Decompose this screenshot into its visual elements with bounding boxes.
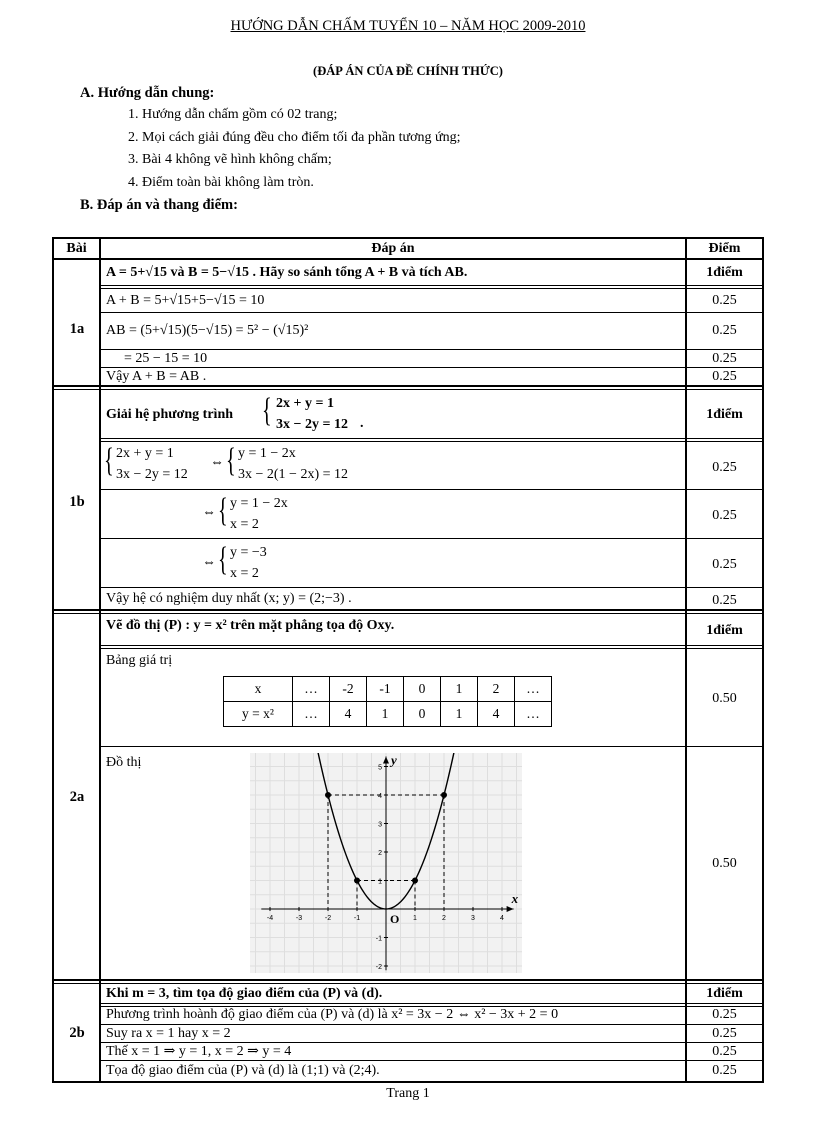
question-1a-text: A = 5+√15 và B = 5−√15 . Hãy so sánh tổng A + B và tích AB. xyxy=(106,265,468,280)
guide-item: 1. Hướng dẫn chấm gồm có 02 trang; xyxy=(128,107,338,122)
y-tick-label: -2 xyxy=(375,964,382,971)
graph-title: Đồ thị xyxy=(106,755,142,770)
answer-1b-conclusion: Vậy hệ có nghiệm duy nhất (x; y) = (2;−3) . xyxy=(106,591,352,606)
document-subtitle: (ĐÁP ÁN CỦA ĐỀ CHÍNH THỨC) xyxy=(313,64,503,78)
answer-2b-step: Tọa độ giao điểm của (P) và (d) là (1;1) và (2;4). xyxy=(106,1063,380,1078)
question-2a-text: Vẽ đồ thị (P) : y = x² trên mặt phẳng tọa độ Oxy. xyxy=(106,618,395,633)
equiv-symbol: ⇔ xyxy=(202,505,216,520)
system-brace: { xyxy=(262,392,272,429)
y-tick-label: 4 xyxy=(378,793,382,800)
value-table-title: Bảng giá trị xyxy=(106,653,173,668)
question-2b-points: 1điểm xyxy=(706,986,743,1001)
answer-1b-system-right: y = 1 − 2x 3x − 2(1 − 2x) = 12 xyxy=(238,446,349,482)
parabola-chart xyxy=(250,753,522,973)
question-label-1a: 1a xyxy=(69,321,85,337)
guide-item: 4. Điểm toàn bài không làm tròn. xyxy=(128,175,314,190)
data-point xyxy=(354,878,360,884)
score-cell: 0.25 xyxy=(712,557,737,572)
x-tick-label: 3 xyxy=(471,915,475,922)
question-1a-points: 1điểm xyxy=(706,265,743,280)
x-tick-label: 4 xyxy=(500,915,504,922)
header-dap-an: Đáp án xyxy=(371,241,415,256)
data-point xyxy=(412,878,418,884)
score-cell: 0.25 xyxy=(712,351,737,366)
question-label-2a: 2a xyxy=(69,789,85,805)
score-cell: 0.50 xyxy=(712,856,737,871)
score-cell: 0.25 xyxy=(712,460,737,475)
answer-1b-system-step2: y = 1 − 2x x = 2 xyxy=(230,496,288,532)
page-number: Trang 1 xyxy=(386,1086,430,1101)
origin-label: O xyxy=(390,912,400,926)
data-point xyxy=(325,792,331,798)
document-title: HƯỚNG DẪN CHẤM TUYỂN 10 – NĂM HỌC 2009-2010 xyxy=(230,18,586,34)
y-tick-label: 1 xyxy=(378,878,382,886)
x-tick-label: 1 xyxy=(413,915,417,922)
x-axis-label: x xyxy=(511,891,519,906)
system-brace: { xyxy=(218,541,228,578)
answer-1a-step: A + B = 5+√15+5−√15 = 10 xyxy=(106,293,265,308)
data-point xyxy=(441,792,447,798)
answer-2b-step: Thế x = 1 ⇒ y = 1, x = 2 ⇒ y = 4 xyxy=(106,1044,292,1059)
score-cell: 0.25 xyxy=(712,293,737,308)
equiv-symbol: ⇔ xyxy=(202,555,216,570)
answer-1b-system-step3: y = −3 x = 2 xyxy=(230,545,267,581)
section-b-heading: B. Đáp án và thang điểm: xyxy=(80,197,238,213)
guide-item: 2. Mọi cách giải đúng đều cho điểm tối đa phần tương ứng; xyxy=(128,130,461,145)
question-2b-text: Khi m = 3, tìm tọa độ giao điểm của (P) và (d). xyxy=(106,986,383,1001)
answer-2b-step: Suy ra x = 1 hay x = 2 xyxy=(106,1026,231,1041)
question-1b-text: Giải hệ phương trình xyxy=(106,407,234,422)
section-a-heading: A. Hướng dẫn chung: xyxy=(80,85,215,101)
y-tick-label: 5 xyxy=(378,764,382,772)
system-brace: { xyxy=(226,442,236,479)
x-tick-label: 2 xyxy=(442,915,446,922)
score-cell: 0.25 xyxy=(712,1026,737,1041)
x-tick-label: -2 xyxy=(324,915,332,922)
x-tick-label: -4 xyxy=(266,915,274,922)
answer-1a-step: Vậy A + B = AB . xyxy=(106,369,207,384)
x-tick-label: -1 xyxy=(353,915,361,922)
header-diem: Điểm xyxy=(708,241,741,256)
system-brace: { xyxy=(104,442,114,479)
score-cell: 0.50 xyxy=(712,691,737,706)
y-tick-label: -1 xyxy=(375,935,382,943)
answer-1b-system-left: 2x + y = 1 3x − 2y = 12 xyxy=(116,446,188,482)
equiv-symbol: ⇔ xyxy=(210,455,224,470)
value-table-x-label: x xyxy=(224,677,293,702)
answer-1a-step: AB = (5+√15)(5−√15) = 5² − (√15)² xyxy=(106,323,309,338)
y-tick-label: 3 xyxy=(378,821,382,829)
score-cell: 0.25 xyxy=(712,508,737,523)
score-cell: 0.25 xyxy=(712,323,737,338)
question-label-2b: 2b xyxy=(69,1025,85,1041)
header-bai: Bài xyxy=(66,241,87,256)
question-1b-points: 1điểm xyxy=(706,407,743,422)
question-label-1b: 1b xyxy=(69,494,85,510)
score-cell: 0.25 xyxy=(712,1007,737,1022)
y-axis-label: y xyxy=(391,753,397,768)
score-cell: 0.25 xyxy=(712,593,737,608)
answer-1a-step: = 25 − 15 = 10 xyxy=(124,351,208,366)
guide-item: 3. Bài 4 không vẽ hình không chấm; xyxy=(128,152,332,167)
question-2a-points: 1điểm xyxy=(706,623,743,638)
value-table: x … -2 -1 0 1 2 … y = x² … 4 1 0 1 4 … xyxy=(223,676,552,727)
score-cell: 0.25 xyxy=(712,1063,737,1078)
score-cell: 0.25 xyxy=(712,1044,737,1059)
value-table-y-label: y = x² xyxy=(224,702,293,727)
score-cell: 0.25 xyxy=(712,369,737,384)
y-tick-label: 2 xyxy=(378,850,382,857)
system-brace: { xyxy=(218,492,228,529)
answer-2b-step: Phương trình hoành độ giao điểm của (P) và (d) là x² = 3x − 2 ⇔ x² − 3x + 2 = 0 xyxy=(106,1007,559,1022)
x-tick-label: -3 xyxy=(295,915,303,922)
question-1b-system: 2x + y = 1 3x − 2y = 12 xyxy=(276,396,348,432)
answer-table: Bài Đáp án Điểm 1a A = 5+√15 và B = 5−√15 . Hãy so sánh tổng A + B và tích AB. 1điểm A + B = 5+√15+5−√15 = 10 0.25 AB = (5+√15)(5−√15) = 5² − (√15)² 0.25 = 25 − 15 = 10 0.25 Vậy A + B = AB . 0.25 1b Giải hệ phương trình { 2x + y = 1 3x − 2y = 12 . 1điểm { 2x + y = 1 3x − 2y = 12 ⇔ { y = 1 − 2x 3x − 2(1 − 2x) = 12 0.25 ⇔ { y = 1 − 2x x = 2 0.25 ⇔ { y = −3 x = 2 0.25 Vậy hệ có nghiệm duy nhất (x; y) = (2;−3) . 0.25 2a Vẽ đồ thị (P) : y = x² trên mặt phẳng tọa độ Oxy. 1điểm Bảng giá trị x … -2 -1 0 1 2 … y = x² … 4 1 0 1 4 … 0.50 Đồ thị -4 -3 -2 -1 1 2 3 4 -2 -1 1 2 3 4 5 O x y 0.50 2b Khi m = 3, tìm tọa độ giao điểm của (P) và (d). 1điểm Phương trình hoành độ giao điểm của (P) và (d) là x² = 3x − 2 ⇔ x² − 3x + 2 = 0 0.25 Suy ra x = 1 hay x = 2 0.25 Thế x = 1 ⇒ y = 1, x = 2 ⇒ y = 4 0.25 Tọa độ giao điểm của (P) và (d) là (1;1) và (2;4). 0.25 xyxy=(52,237,764,1083)
